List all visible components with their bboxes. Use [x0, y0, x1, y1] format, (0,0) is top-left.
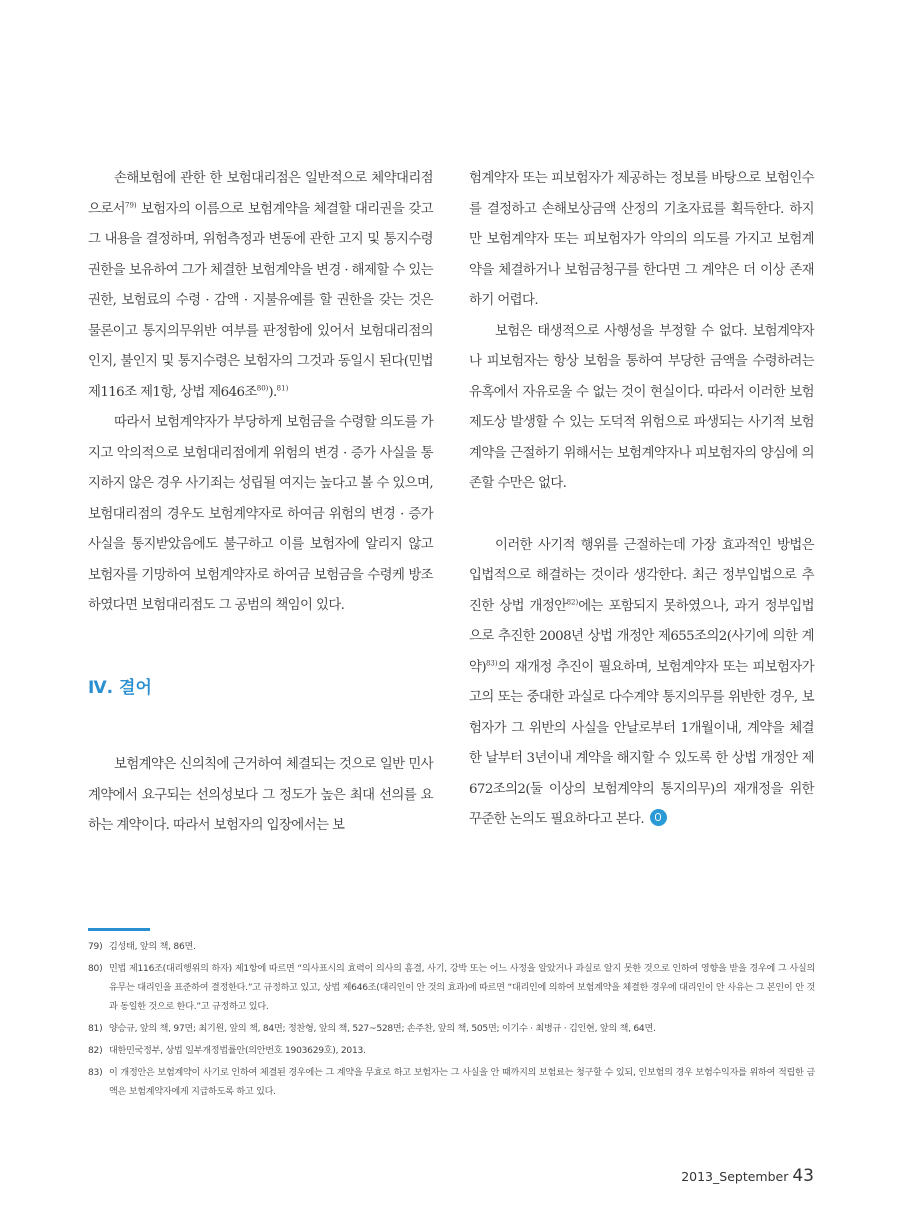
issue-label: 2013_September: [681, 1169, 789, 1184]
footnote-ref-80[interactable]: 80): [256, 384, 269, 393]
footnote-ref-81[interactable]: 81): [276, 384, 289, 393]
footnote-text: 민법 제116조(대리행위의 하자) 제1항에 따르면 “의사표시의 효력이 의사의 흠결, 사기, 강박 또는 어느 사정을 알았거나 과실로 알지 못한 것으로 인하여 영향을 받을 경우에 그 사실의 유무는 대리인을 표준하여 결정한다.”고 규정하고 있고, 상법 제646조(대리인이 안 것의 효과)에 따르면 “대리인에 의하여 보험계약을 체결한 경우에 대리인이 안 사유는 그 본인이 안 것과 동일한 것으로 한다.”고 규정하고 있다.: [109, 964, 815, 1012]
footnote-81: [88, 1020, 815, 1039]
paragraph-conclusion-cont: 험계약자 또는 피보험자가 제공하는 정보를 바탕으로 보험인수를 결정하고 손해보상금액 산정의 기초자료를 획득한다. 하지만 보험계약자 또는 피보험자가 악의의 의도를 가지고 보험계약을 체결하거나 보험금청구를 한다면 그 계약은 더 이상 존재하기 어렵다.: [469, 171, 814, 308]
page-footer: [681, 1166, 814, 1186]
text-run: 보험자의 이름으로 보험계약을 체결할 대리권을 갖고 그 내용을 결정하며, 위험측정과 변동에 관한 고지 및 통지수령권한을 보유하여 그가 체결한 보험계약을 변경 · 해제할 수 있는 권한, 보험료의 수령 · 감액 · 지불유예를 할 권한을 갖는 것은 물론이고 통지의무위반 여부를 판정함에 있어서 보험대리점의 인지, 불인지 및 통지수령은 보험자의 그것과 동일시 된다(민법 제116조 제1항, 상법 제646조: [88, 201, 433, 400]
paragraph-speculation: 보험은 태생적으로 사행성을 부정할 수 없다. 보험계약자나 피보험자는 항상 보험을 통하여 부당한 금액을 수령하려는 유혹에서 자유로울 수 없는 것이 현실이다. 따라서 이러한 보험제도상 발생할 수 있는 도덕적 위험으로 파생되는 사기적 보험계약을 근절하기 위해서는 보험계약자나 피보험자의 양심에 의존할 수만은 없다.: [469, 323, 814, 491]
right-column: [469, 164, 814, 836]
footnote-ref-83[interactable]: 83): [485, 659, 498, 668]
footnote-79: [88, 938, 815, 957]
footnote-rule: [88, 928, 150, 931]
end-mark-icon: [650, 809, 667, 826]
footnote-number: 82): [88, 1046, 103, 1056]
page-number: 43: [792, 1166, 814, 1186]
footnote-ref-82[interactable]: 82): [566, 598, 579, 607]
text-run: 의 재개정 추진이 필요하며, 보험계약자 또는 피보험자가 고의 또는 중대한 과실로 다수계약 통지의무를 위반한 경우, 보험자가 그 위반의 사실을 안날로부터 1개월이내, 계약을 체결한 날부터 3년이내 계약을 해지할 수 있도록 한 상법 개정안 제672조의2(둘 이상의 보험계약의 통지의무)의 재개정을 위한 꾸준한 논의도 필요하다고 본다.: [469, 659, 814, 827]
text-run: 손해보험에 관한 한 보험대리점은 일반적으로 체약대리점으로서: [88, 171, 433, 217]
text-run: ).: [268, 384, 277, 400]
footnote-text: 이 개정안은 보험계약이 사기로 인하여 체결된 경우에는 그 계약을 무효로 하고 보험자는 그 사실을 안 때까지의 보험료는 청구할 수 있되, 인보험의 경우 보험수익자를 위하여 적립한 금액은 보험계약자에게 지급하도록 하고 있다.: [109, 1068, 815, 1097]
paragraph-fraud-accomplice: 따라서 보험계약자가 부당하게 보험금을 수령할 의도를 가지고 악의적으로 보험대리점에게 위험의 변경 · 증가 사실을 통지하지 않은 경우 사기죄는 성립될 여지는 높다고 볼 수 있으며, 보험대리점의 경우도 보험계약자로 하여금 위험의 변경 · 증가 사실을 통지받았음에도 불구하고 이를 보험자에 알리지 않고 보험자를 기망하여 보험계약자로 하여금 보험금을 수령케 방조하였다면 보험대리점도 그 공범의 책임이 있다.: [88, 415, 433, 613]
text-run: 에는 포함되지 못하였으나, 과거 정부입법으로 추진한 2008년 상법 개정안 제655조의2(사기에 의한 계약): [469, 598, 814, 675]
footnote-83: [88, 1064, 815, 1102]
footnote-text: 김성태, 앞의 책, 86면.: [109, 942, 196, 952]
text-run: 이러한 사기적 행위를 근절하는데 가장 효과적인 방법은 입법적으로 해결하는 것이라 생각한다. 최근 정부입법으로 추진한 상법 개정안: [469, 537, 814, 614]
footnote-text: 대한민국정부, 상법 일부개정법률안(의안번호 1903629호), 2013.: [109, 1046, 366, 1056]
paragraph-gap: [469, 500, 814, 531]
footnotes: [88, 938, 815, 1105]
paragraph-agent-authority: [88, 164, 433, 408]
footnote-number: 81): [88, 1024, 103, 1034]
footnote-text: 양승규, 앞의 책, 97면; 최기원, 앞의 책, 84면; 정찬형, 앞의 책, 527~528면; 손주찬, 앞의 책, 505면; 이기수 · 최병규 · 김인현, 앞의 책, 64면.: [109, 1024, 656, 1034]
footnote-number: 79): [88, 942, 103, 952]
footnote-ref-79[interactable]: 79): [125, 201, 137, 210]
footnote-number: 83): [88, 1068, 103, 1078]
paragraph-conclusion-start: 보험계약은 신의칙에 근거하여 체결되는 것으로 일반 민사계약에서 요구되는 선의성보다 그 정도가 높은 최대 선의를 요하는 계약이다. 따라서 보험자의 입장에서는 보: [88, 757, 433, 833]
left-column: [88, 164, 433, 842]
footnote-82: [88, 1042, 815, 1061]
section-title: Ⅳ. 결어: [88, 677, 152, 698]
paragraph-legislation: [469, 531, 814, 836]
footnote-number: 80): [88, 964, 103, 974]
footnote-80: [88, 960, 815, 1017]
